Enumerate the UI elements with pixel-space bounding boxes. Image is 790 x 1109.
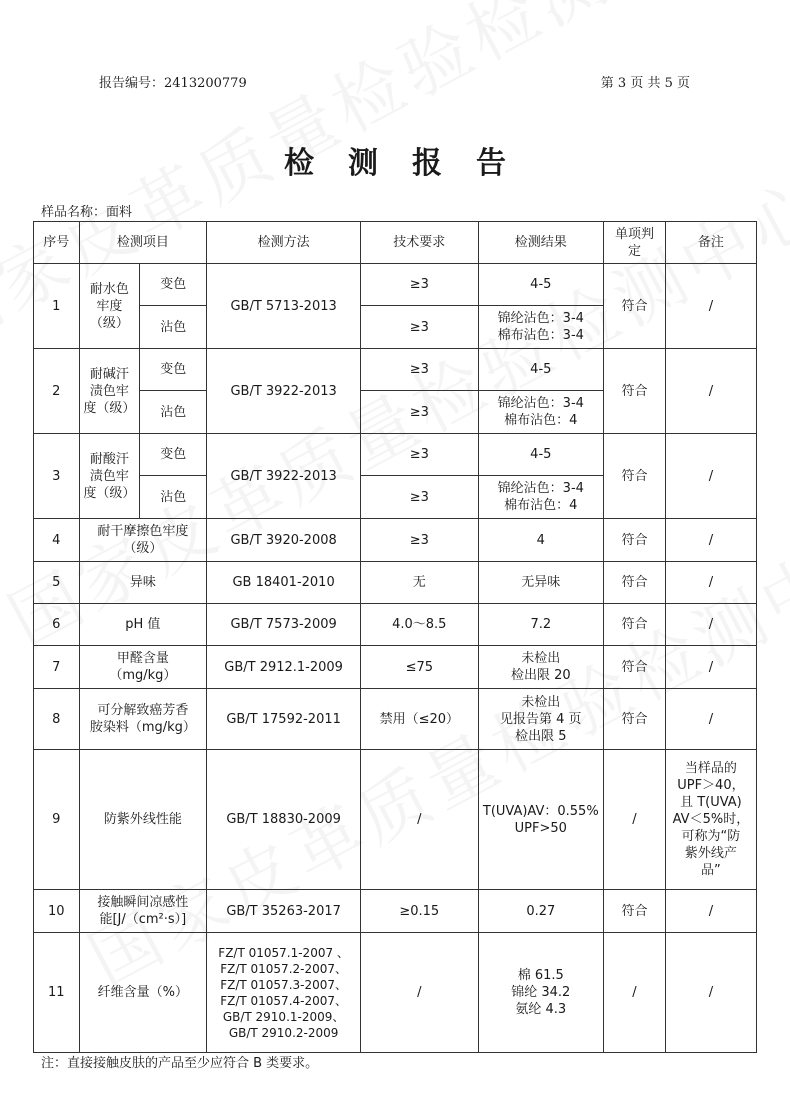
cell-result: 棉 61.5 锦纶 34.2 氨纶 4.3 bbox=[478, 933, 604, 1053]
table-row bbox=[34, 604, 757, 646]
cell-judgement: 符合 bbox=[604, 604, 666, 646]
cell-result: 无异味 bbox=[478, 562, 604, 604]
cell-no: 4 bbox=[34, 519, 80, 562]
cell-judgement: / bbox=[604, 750, 666, 890]
table-row bbox=[34, 646, 757, 689]
cell-method: GB/T 35263-2017 bbox=[207, 890, 361, 933]
table-row bbox=[34, 890, 757, 933]
cell-method: GB/T 18830-2009 bbox=[207, 750, 361, 890]
cell-no: 11 bbox=[34, 933, 80, 1053]
cell-requirement: / bbox=[361, 750, 478, 890]
cell-result: 4-5 bbox=[478, 349, 604, 391]
cell-remark: / bbox=[665, 689, 756, 750]
cell-requirement: 禁用（≤20） bbox=[361, 689, 478, 750]
cell-judgement: 符合 bbox=[604, 264, 666, 349]
cell-requirement: ≥0.15 bbox=[361, 890, 478, 933]
sample-name: 样品名称：面料 bbox=[41, 205, 133, 220]
table-row bbox=[34, 434, 757, 476]
header-remark: 备注 bbox=[665, 222, 756, 264]
header-result: 检测结果 bbox=[478, 222, 604, 264]
cell-no: 1 bbox=[34, 264, 80, 349]
table-row bbox=[34, 349, 757, 391]
cell-no: 10 bbox=[34, 890, 80, 933]
cell-requirement: ≥3 bbox=[361, 519, 478, 562]
cell-result: 4-5 bbox=[478, 434, 604, 476]
cell-item: 纤维含量（%） bbox=[79, 933, 207, 1053]
cell-judgement: 符合 bbox=[604, 890, 666, 933]
page-title: 检测报告 bbox=[284, 146, 540, 181]
cell-item: 防紫外线性能 bbox=[79, 750, 207, 890]
header-requirement: 技术要求 bbox=[361, 222, 478, 264]
cell-result: 锦纶沾色：3-4 棉布沾色：4 bbox=[478, 476, 604, 519]
cell-remark: / bbox=[665, 519, 756, 562]
header-method: 检测方法 bbox=[207, 222, 361, 264]
cell-requirement: ≥3 bbox=[361, 434, 478, 476]
cell-method: GB 18401-2010 bbox=[207, 562, 361, 604]
table-row bbox=[34, 689, 757, 750]
table-row bbox=[34, 562, 757, 604]
cell-item: 耐酸汗 渍色牢 度（级） bbox=[79, 434, 140, 519]
cell-method: GB/T 7573-2009 bbox=[207, 604, 361, 646]
cell-requirement: ≥3 bbox=[361, 391, 478, 434]
cell-result: 4-5 bbox=[478, 264, 604, 306]
cell-judgement: / bbox=[604, 933, 666, 1053]
cell-judgement: 符合 bbox=[604, 689, 666, 750]
cell-requirement: / bbox=[361, 933, 478, 1053]
cell-no: 3 bbox=[34, 434, 80, 519]
cell-requirement: 无 bbox=[361, 562, 478, 604]
cell-remark: 当样品的 UPF＞40， 且 T(UVA) AV＜5%时， 可称为“防 紫外线产 品” bbox=[665, 750, 756, 890]
cell-no: 6 bbox=[34, 604, 80, 646]
cell-remark: / bbox=[665, 264, 756, 349]
cell-judgement: 符合 bbox=[604, 562, 666, 604]
cell-item: 可分解致癌芳香 胺染料（mg/kg） bbox=[79, 689, 207, 750]
cell-method: GB/T 2912.1-2009 bbox=[207, 646, 361, 689]
cell-result: 锦纶沾色：3-4 棉布沾色：3-4 bbox=[478, 306, 604, 349]
footnote: 注：直接接触皮肤的产品至少应符合 B 类要求。 bbox=[41, 1056, 319, 1071]
report-table bbox=[33, 221, 757, 1053]
cell-method: GB/T 3922-2013 bbox=[207, 434, 361, 519]
cell-remark: / bbox=[665, 890, 756, 933]
cell-subitem: 沾色 bbox=[140, 391, 207, 434]
header-judgement: 单项判 定 bbox=[604, 222, 666, 264]
table-header-row bbox=[34, 222, 757, 264]
cell-item: pH 值 bbox=[79, 604, 207, 646]
cell-method: GB/T 3920-2008 bbox=[207, 519, 361, 562]
cell-remark: / bbox=[665, 646, 756, 689]
cell-judgement: 符合 bbox=[604, 519, 666, 562]
table-row bbox=[34, 750, 757, 890]
cell-result: 7.2 bbox=[478, 604, 604, 646]
table-row bbox=[34, 933, 757, 1053]
cell-subitem: 沾色 bbox=[140, 476, 207, 519]
cell-item: 接触瞬间凉感性 能[J/（cm²·s）] bbox=[79, 890, 207, 933]
cell-judgement: 符合 bbox=[604, 646, 666, 689]
cell-remark: / bbox=[665, 434, 756, 519]
cell-no: 5 bbox=[34, 562, 80, 604]
cell-remark: / bbox=[665, 349, 756, 434]
cell-requirement: ≥3 bbox=[361, 349, 478, 391]
cell-requirement: ≤75 bbox=[361, 646, 478, 689]
cell-subitem: 变色 bbox=[140, 349, 207, 391]
page-info: 第 3 页 共 5 页 bbox=[600, 76, 690, 91]
cell-method: GB/T 5713-2013 bbox=[207, 264, 361, 349]
cell-item: 甲醛含量 （mg/kg） bbox=[79, 646, 207, 689]
cell-judgement: 符合 bbox=[604, 434, 666, 519]
cell-result: 锦纶沾色：3-4 棉布沾色：4 bbox=[478, 391, 604, 434]
cell-requirement: 4.0～8.5 bbox=[361, 604, 478, 646]
cell-no: 8 bbox=[34, 689, 80, 750]
cell-result: 未检出 见报告第 4 页 检出限 5 bbox=[478, 689, 604, 750]
header-item: 检测项目 bbox=[79, 222, 207, 264]
cell-result: 4 bbox=[478, 519, 604, 562]
cell-subitem: 变色 bbox=[140, 434, 207, 476]
cell-item: 异味 bbox=[79, 562, 207, 604]
cell-requirement: ≥3 bbox=[361, 476, 478, 519]
cell-item: 耐水色 牢度 （级） bbox=[79, 264, 140, 349]
cell-judgement: 符合 bbox=[604, 349, 666, 434]
cell-requirement: ≥3 bbox=[361, 306, 478, 349]
header-no: 序号 bbox=[34, 222, 80, 264]
cell-result: 0.27 bbox=[478, 890, 604, 933]
cell-remark: / bbox=[665, 562, 756, 604]
cell-result: T(UVA)AV：0.55% UPF>50 bbox=[478, 750, 604, 890]
cell-subitem: 沾色 bbox=[140, 306, 207, 349]
cell-method: FZ/T 01057.1-2007 、 FZ/T 01057.2-2007、 FZ/T 01057.3-2007、 FZ/T 01057.4-2007、 GB/T 2910.1-2009、 GB/T 2910.2-2009 bbox=[207, 933, 361, 1053]
cell-remark: / bbox=[665, 604, 756, 646]
cell-remark: / bbox=[665, 933, 756, 1053]
cell-no: 7 bbox=[34, 646, 80, 689]
report-number: 报告编号：2413200779 bbox=[99, 76, 247, 91]
cell-no: 9 bbox=[34, 750, 80, 890]
cell-method: GB/T 3922-2013 bbox=[207, 349, 361, 434]
cell-subitem: 变色 bbox=[140, 264, 207, 306]
table-row bbox=[34, 264, 757, 306]
cell-item: 耐碱汗 渍色牢 度（级） bbox=[79, 349, 140, 434]
cell-item: 耐干摩擦色牢度 （级） bbox=[79, 519, 207, 562]
cell-no: 2 bbox=[34, 349, 80, 434]
cell-requirement: ≥3 bbox=[361, 264, 478, 306]
table-row bbox=[34, 519, 757, 562]
cell-method: GB/T 17592-2011 bbox=[207, 689, 361, 750]
cell-result: 未检出 检出限 20 bbox=[478, 646, 604, 689]
